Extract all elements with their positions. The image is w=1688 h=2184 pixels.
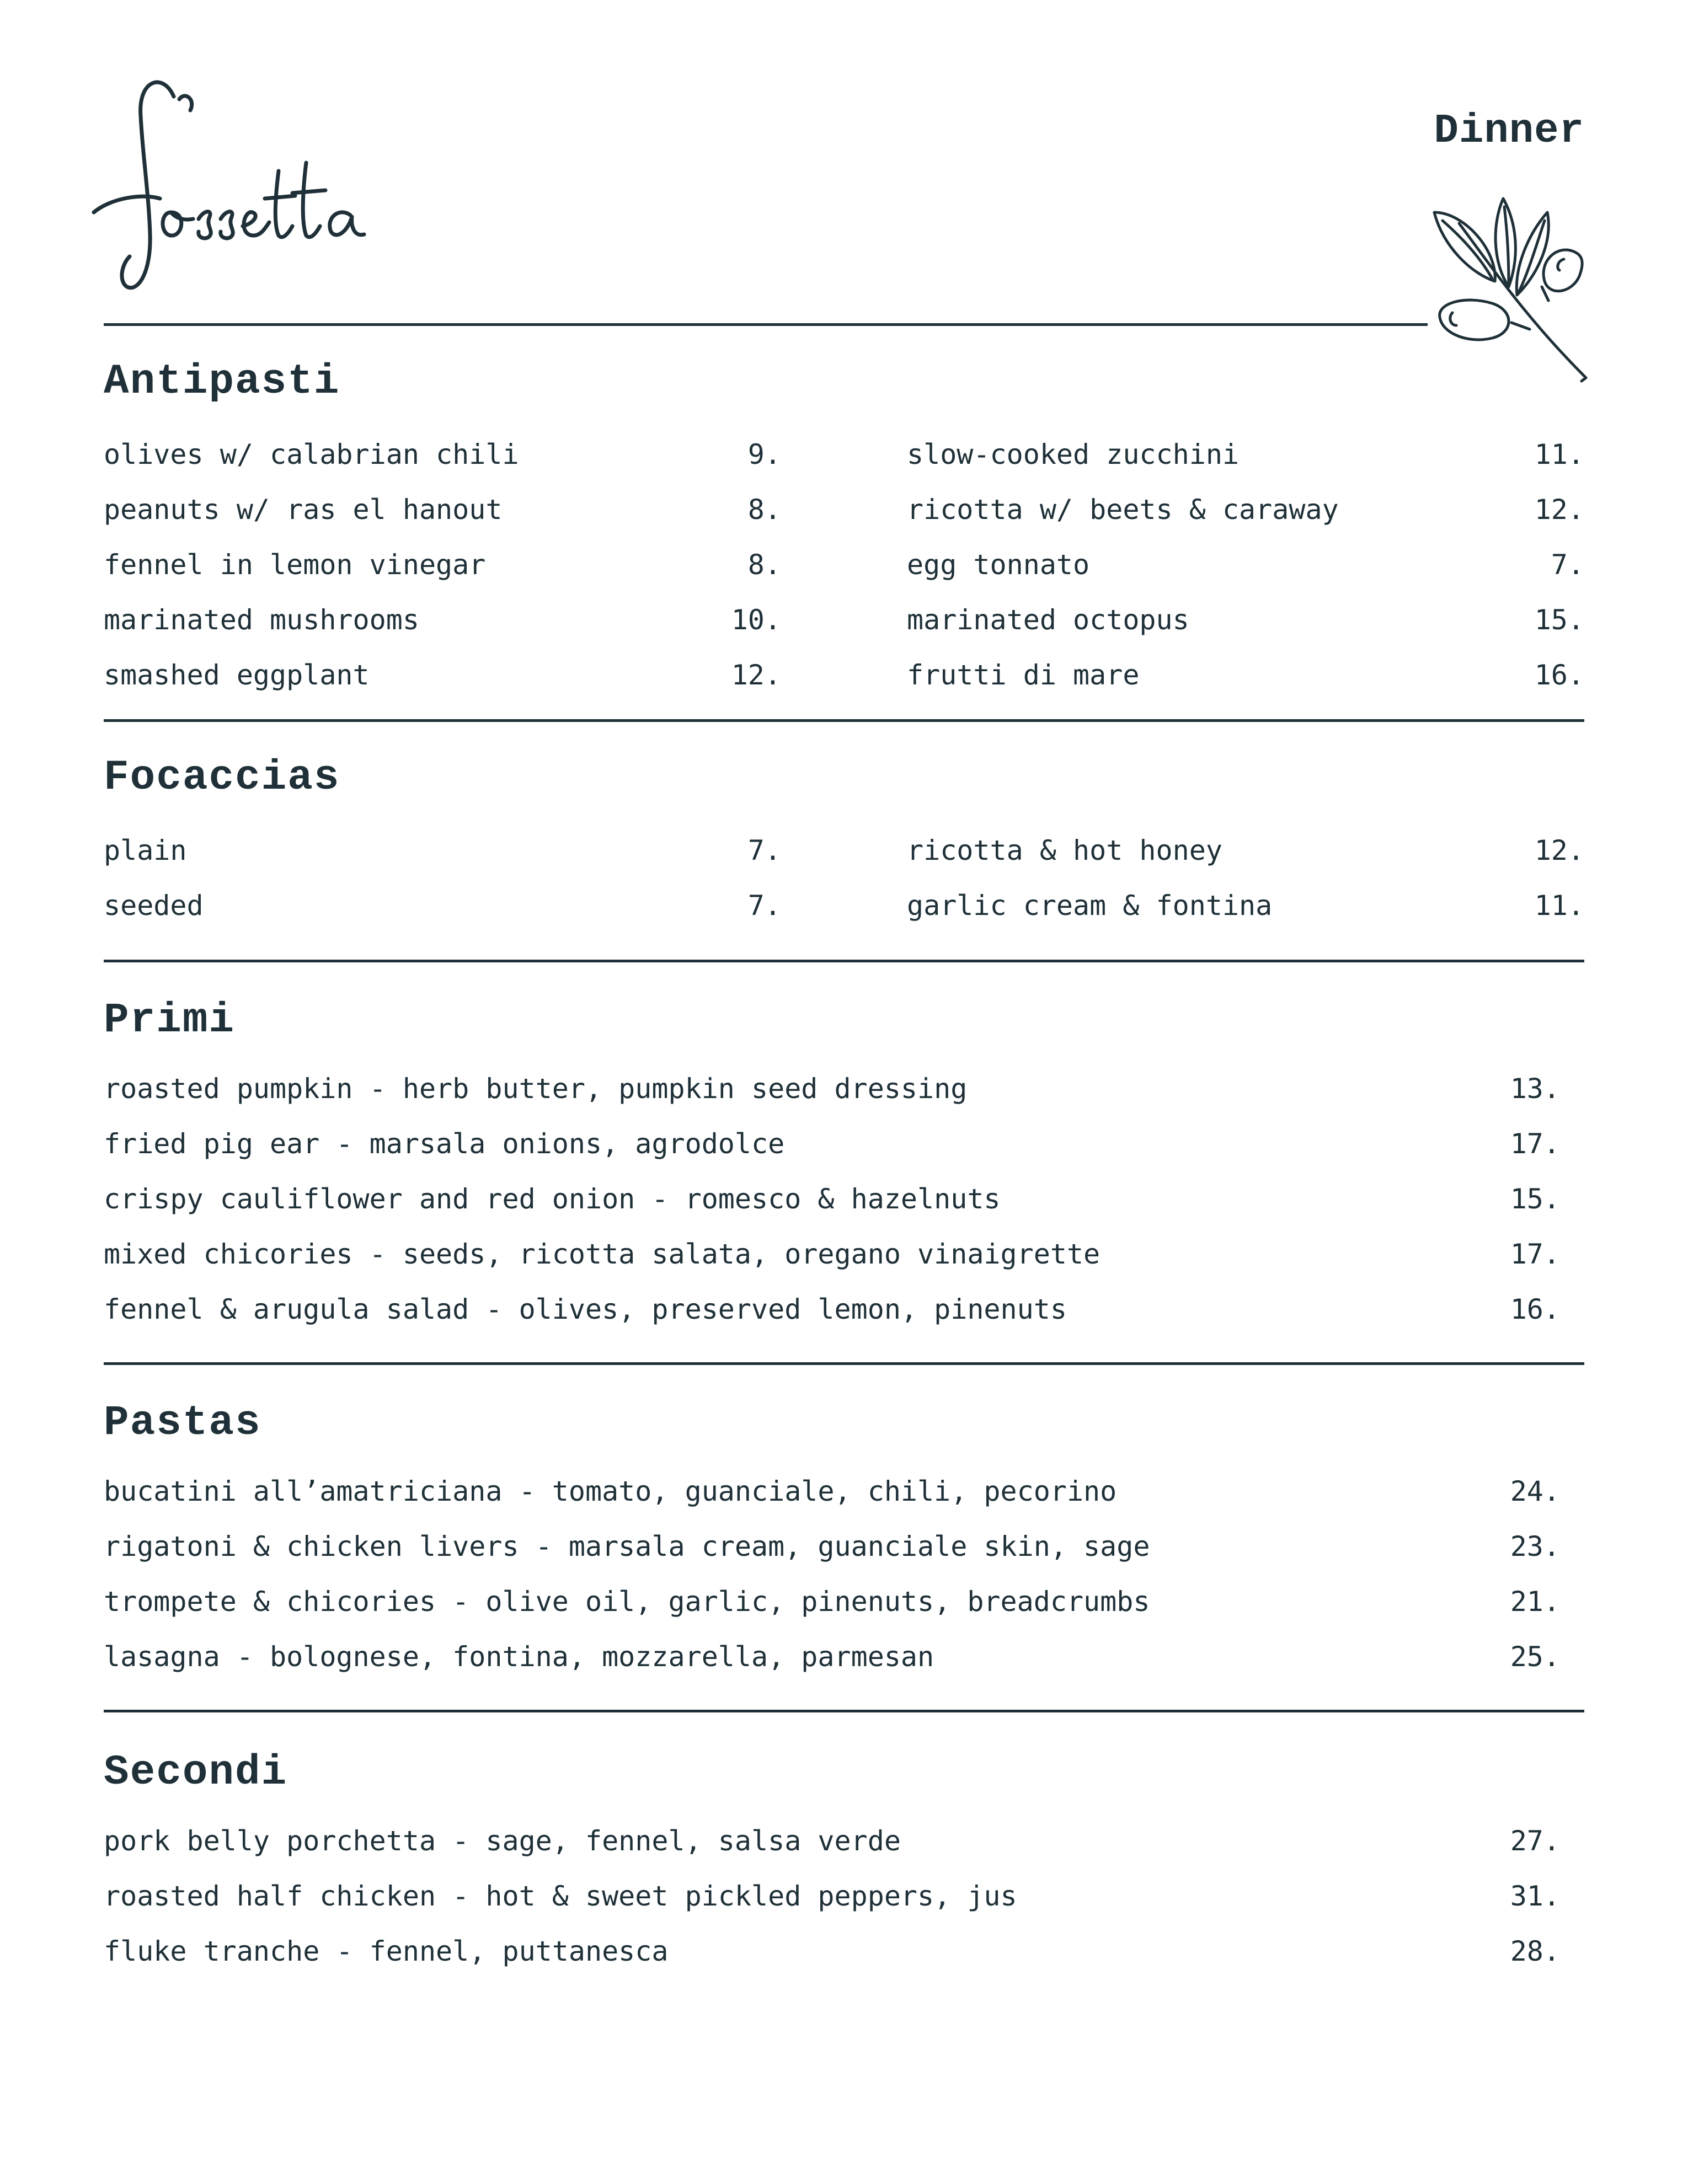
list-item bbox=[907, 482, 1584, 537]
item-price: 24. bbox=[1510, 1475, 1560, 1507]
item-list bbox=[104, 1061, 1560, 1337]
section-title: Antipasti bbox=[104, 358, 340, 405]
item-name: crispy cauliflower and red onion - romesco & hazelnuts bbox=[104, 1183, 1001, 1215]
item-name: marinated mushrooms bbox=[104, 604, 419, 636]
item-price: 23. bbox=[1510, 1530, 1560, 1562]
item-price: 13. bbox=[1510, 1073, 1560, 1105]
item-price: 11. bbox=[1534, 890, 1584, 922]
item-name: ricotta w/ beets & caraway bbox=[907, 494, 1339, 526]
item-price: 10. bbox=[731, 604, 781, 636]
item-price: 7. bbox=[1551, 549, 1584, 581]
left-column bbox=[104, 427, 781, 703]
item-name: fennel in lemon vinegar bbox=[104, 549, 486, 581]
item-name: garlic cream & fontina bbox=[907, 890, 1273, 922]
item-price: 25. bbox=[1510, 1641, 1560, 1673]
list-item bbox=[104, 592, 781, 647]
list-item bbox=[104, 1464, 1560, 1519]
item-price: 31. bbox=[1510, 1880, 1560, 1912]
item-name: slow-cooked zucchini bbox=[907, 438, 1240, 470]
section-secondi bbox=[104, 1739, 1584, 1979]
item-price: 27. bbox=[1510, 1825, 1560, 1857]
item-price: 8. bbox=[747, 494, 781, 526]
list-item bbox=[907, 427, 1584, 482]
item-name: fennel & arugula salad - olives, preserved lemon, pinenuts bbox=[104, 1293, 1067, 1325]
item-price: 12. bbox=[1534, 494, 1584, 526]
list-item bbox=[104, 1171, 1560, 1227]
right-column bbox=[907, 427, 1584, 703]
list-item bbox=[104, 1629, 1560, 1684]
item-name: lasagna - bolognese, fontina, mozzarella, parmesan bbox=[104, 1641, 934, 1673]
item-price: 8. bbox=[747, 549, 781, 581]
item-name: plain bbox=[104, 834, 187, 866]
section-title: Secondi bbox=[104, 1749, 288, 1796]
item-price: 28. bbox=[1510, 1935, 1560, 1967]
list-item bbox=[104, 1519, 1560, 1574]
item-price: 17. bbox=[1510, 1128, 1560, 1160]
item-name: seeded bbox=[104, 890, 204, 922]
list-item bbox=[104, 1924, 1560, 1979]
list-item bbox=[104, 1227, 1560, 1282]
list-item bbox=[104, 1116, 1560, 1171]
item-name: fluke tranche - fennel, puttanesca bbox=[104, 1935, 669, 1967]
section-divider bbox=[104, 960, 1584, 962]
list-item bbox=[104, 878, 781, 933]
item-name: mixed chicories - seeds, ricotta salata, oregano vinaigrette bbox=[104, 1238, 1101, 1270]
section-antipasti bbox=[104, 349, 1584, 703]
item-price: 12. bbox=[731, 659, 781, 691]
list-item bbox=[104, 1282, 1560, 1337]
section-pastas bbox=[104, 1390, 1584, 1684]
list-item bbox=[907, 878, 1584, 933]
section-title: Pastas bbox=[104, 1399, 261, 1447]
item-list bbox=[104, 1464, 1560, 1684]
item-price: 17. bbox=[1510, 1238, 1560, 1270]
item-name: marinated octopus bbox=[907, 604, 1189, 636]
section-focaccias bbox=[104, 745, 1584, 933]
item-price: 15. bbox=[1510, 1183, 1560, 1215]
item-name: roasted half chicken - hot & sweet pickled peppers, jus bbox=[104, 1880, 1017, 1912]
item-price: 7. bbox=[747, 890, 781, 922]
section-title: Primi bbox=[104, 997, 236, 1044]
right-column bbox=[907, 823, 1584, 933]
section-divider bbox=[104, 1362, 1584, 1365]
item-price: 16. bbox=[1510, 1293, 1560, 1325]
item-name: frutti di mare bbox=[907, 659, 1140, 691]
item-price: 7. bbox=[747, 834, 781, 866]
item-price: 9. bbox=[747, 438, 781, 470]
item-price: 15. bbox=[1534, 604, 1584, 636]
item-name: egg tonnato bbox=[907, 549, 1090, 581]
script-logo bbox=[88, 74, 419, 295]
item-list bbox=[104, 1813, 1560, 1979]
item-price: 21. bbox=[1510, 1586, 1560, 1618]
list-item bbox=[104, 1574, 1560, 1629]
item-name: fried pig ear - marsala onions, agrodolce bbox=[104, 1128, 785, 1160]
header-divider bbox=[104, 323, 1428, 326]
item-name: roasted pumpkin - herb butter, pumpkin seed dressing bbox=[104, 1073, 968, 1105]
list-item bbox=[907, 537, 1584, 592]
list-item bbox=[104, 823, 781, 878]
left-column bbox=[104, 823, 781, 933]
list-item bbox=[907, 592, 1584, 647]
list-item bbox=[104, 427, 781, 482]
item-name: peanuts w/ ras el hanout bbox=[104, 494, 503, 526]
list-item bbox=[104, 1813, 1560, 1869]
list-item bbox=[104, 1061, 1560, 1116]
item-name: pork belly porchetta - sage, fennel, salsa verde bbox=[104, 1825, 901, 1857]
list-item bbox=[104, 482, 781, 537]
list-item bbox=[907, 823, 1584, 878]
item-price: 11. bbox=[1534, 438, 1584, 470]
item-name: ricotta & hot honey bbox=[907, 834, 1222, 866]
section-primi bbox=[104, 987, 1584, 1337]
list-item bbox=[907, 647, 1584, 703]
item-name: smashed eggplant bbox=[104, 659, 370, 691]
item-name: rigatoni & chicken livers - marsala cream, guanciale skin, sage bbox=[104, 1530, 1150, 1562]
list-item bbox=[104, 537, 781, 592]
item-price: 16. bbox=[1534, 659, 1584, 691]
section-divider bbox=[104, 719, 1584, 722]
menu-label: Dinner bbox=[1434, 108, 1584, 154]
item-price: 12. bbox=[1534, 834, 1584, 866]
section-title: Focaccias bbox=[104, 754, 340, 801]
item-name: trompete & chicories - olive oil, garlic, pinenuts, breadcrumbs bbox=[104, 1586, 1150, 1618]
item-name: olives w/ calabrian chili bbox=[104, 438, 519, 470]
list-item bbox=[104, 1869, 1560, 1924]
list-item bbox=[104, 647, 781, 703]
section-divider bbox=[104, 1710, 1584, 1712]
item-name: bucatini all’amatriciana - tomato, guanciale, chili, pecorino bbox=[104, 1475, 1117, 1507]
